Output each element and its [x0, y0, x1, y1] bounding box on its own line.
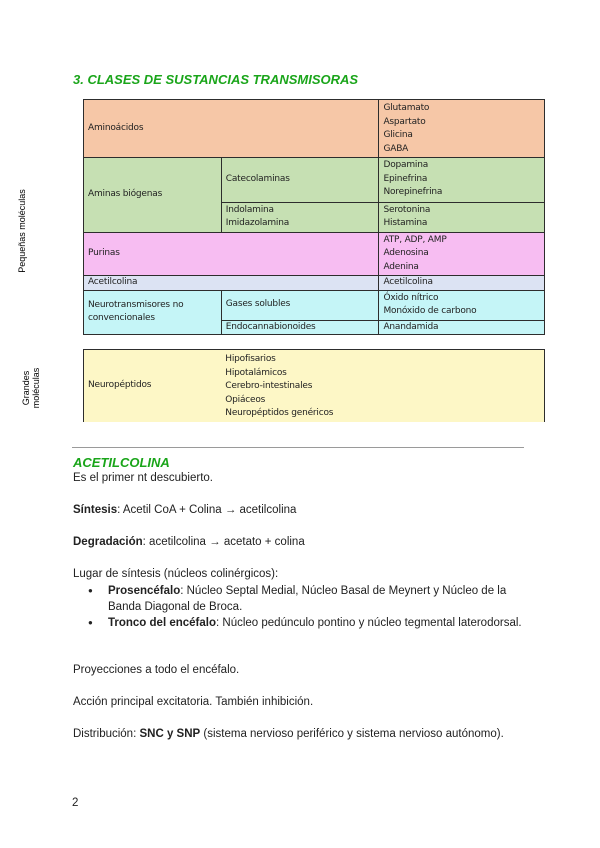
no-convencionales-line1: Neurotransmisores no — [88, 299, 184, 310]
lugar-sintesis: Lugar de síntesis (núcleos colinérgicos): — [73, 568, 279, 580]
list-item: Monóxido de carbono — [383, 306, 477, 316]
distribucion-pre: Distribución: — [73, 728, 140, 740]
table-row-neuropeptidos — [84, 350, 545, 422]
table-row-gases — [84, 290, 545, 320]
page-number: 2 — [72, 797, 79, 809]
indolamina-items — [379, 202, 545, 232]
side-label-large-molecules — [21, 358, 41, 418]
list-item: GABA — [383, 143, 409, 154]
horizontal-divider — [72, 447, 524, 448]
no-convencionales-line2: convencionales — [88, 313, 155, 324]
table-row-catecolaminas — [84, 158, 545, 203]
imidazolamina-text: Imidazolamina — [225, 218, 290, 228]
sintesis-line — [73, 503, 296, 519]
acetilcolina-title: ACETILCOLINA — [73, 455, 170, 470]
sintesis-label: Síntesis — [73, 504, 118, 516]
indolamina-label — [221, 202, 379, 232]
no-convencionales-label — [84, 290, 222, 335]
bullet-bold: Prosencéfalo — [108, 585, 181, 597]
list-item: Opiáceos — [225, 394, 266, 405]
purinas-items — [379, 232, 545, 276]
list-item: Aspartato — [383, 116, 426, 127]
list-item: Dopamina — [383, 160, 429, 170]
degradacion-label: Degradación — [73, 536, 143, 548]
section-title: 3. CLASES DE SUSTANCIAS TRANSMISORAS — [73, 72, 359, 87]
table-row-acetilcolina — [84, 276, 545, 291]
list-item: Glutamato — [383, 103, 430, 113]
table-row-purinas — [84, 232, 545, 276]
gases-items — [379, 290, 545, 320]
side-label-large-line2: moléculas — [31, 367, 41, 409]
list-item — [88, 583, 528, 615]
side-label-large-line1: Grandes — [21, 370, 31, 406]
aminas-label: Aminas biógenas — [84, 158, 222, 233]
small-molecules-table — [83, 99, 545, 335]
gases-label: Gases solubles — [221, 290, 379, 320]
list-item: Norepinefrina — [383, 187, 443, 197]
list-item: Cerebro-intestinales — [225, 381, 313, 391]
purinas-label: Purinas — [84, 232, 379, 276]
neuropeptidos-items — [221, 350, 544, 422]
endo-label: Endocannabionoides — [221, 320, 379, 335]
list-item: Adenina — [383, 261, 419, 272]
large-molecules-table — [83, 349, 545, 422]
distribucion-line — [73, 727, 504, 743]
catecolaminas-label: Catecolaminas — [221, 158, 379, 203]
list-item — [88, 615, 528, 631]
proyecciones-text: Proyecciones a todo el encéfalo. — [73, 664, 240, 676]
acetilcolina-label: Acetilcolina — [84, 276, 379, 291]
list-item: Hipotalámicos — [225, 367, 287, 378]
aminoacidos-label: Aminoácidos — [84, 100, 379, 158]
list-item: ATP, ADP, AMP — [383, 234, 447, 245]
endo-item: Anandamida — [379, 320, 545, 335]
degradacion-line — [73, 535, 305, 551]
bullet-text: : Núcleo pedúnculo pontino y núcleo tegmental laterodorsal. — [216, 617, 522, 629]
side-label-small-molecules: Pequeñas moléculas — [17, 189, 27, 273]
table-row-aminoacidos — [84, 100, 545, 158]
neuropeptidos-label: Neuropéptidos — [84, 350, 222, 422]
list-item: Óxido nítrico — [383, 292, 439, 303]
list-item: Adenosina — [383, 248, 429, 258]
bullet-text: : Núcleo Septal Medial, Núcleo Basal de Meynert y Núcleo de la Banda Diagonal de Broca. — [108, 585, 507, 613]
distribucion-post: (sistema nervioso periférico y sistema nervioso autónomo). — [200, 728, 504, 740]
list-item: Glicina — [383, 130, 413, 140]
catecolaminas-items — [379, 158, 545, 203]
acetilcolina-intro: Es el primer nt descubierto. — [73, 472, 213, 484]
aminoacidos-items — [379, 100, 545, 158]
list-item: Hipofisarios — [225, 354, 276, 364]
acetilcolina-item: Acetilcolina — [379, 276, 545, 291]
list-item: Histamina — [383, 218, 428, 228]
nucleos-list — [88, 583, 528, 631]
degradacion-text: : acetilcolina → acetato + colina — [142, 536, 305, 548]
distribucion-bold: SNC y SNP — [139, 728, 201, 740]
list-item: Serotonina — [383, 204, 431, 215]
sintesis-text: : Acetil CoA + Colina → acetilcolina — [117, 504, 297, 516]
list-item: Neuropéptidos genéricos — [225, 408, 334, 418]
accion-text: Acción principal excitatoria. También inhibición. — [73, 696, 314, 708]
list-item: Epinefrina — [383, 173, 428, 184]
bullet-bold: Tronco del encéfalo — [108, 617, 216, 629]
indolamina-text: Indolamina — [225, 204, 274, 215]
